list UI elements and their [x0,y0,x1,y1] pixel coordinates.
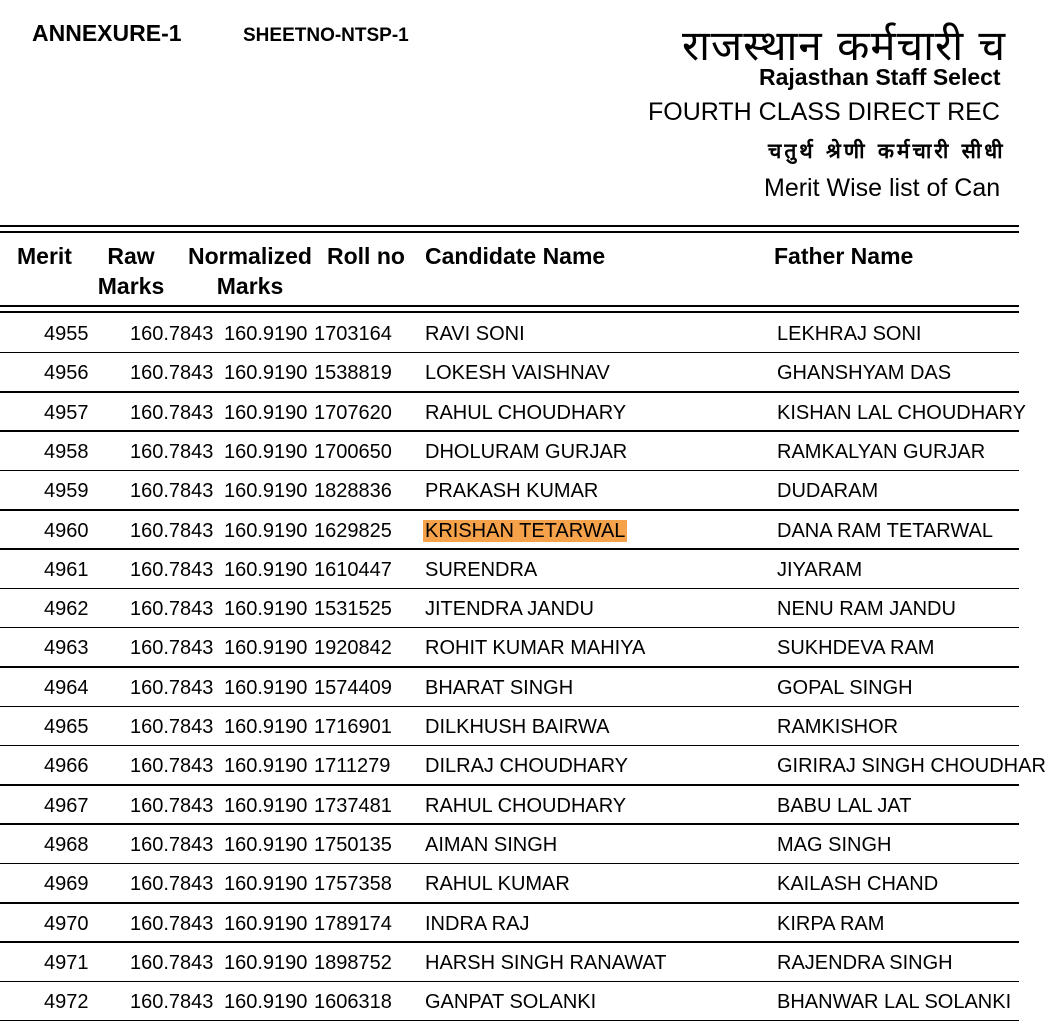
raw-marks-cell-text: 160.7843 [130,637,214,660]
father-name-cell-text: NENU RAM JANDU [777,598,956,621]
raw-marks-cell [130,677,213,699]
column-header-raw-marks [94,241,168,301]
candidate-name-cell [425,952,667,974]
candidate-name-cell-text: DILRAJ CHOUDHARY [425,755,628,778]
normalized-marks-cell [224,913,307,935]
normalized-marks-cell [224,323,307,345]
father-name-cell [777,598,956,620]
father-name-cell-text: JIYARAM [777,558,863,581]
normalized-marks-cell-text: 160.9190 [224,323,308,345]
normalized-marks-cell-text: 160.9190 [224,676,308,699]
table-row [0,628,1019,667]
roll-no-cell-text: 1750135 [314,833,392,856]
roll-no-cell-text: 1920842 [314,637,392,660]
father-name-cell-text: LEKHRAJ SONI [777,323,922,345]
candidate-name-cell-text: RAVI SONI [425,323,525,345]
table-row [0,707,1019,746]
merit-cell [44,323,89,345]
candidate-name-cell-text: INDRA RAJ [425,912,530,935]
normalized-marks-cell [224,952,307,974]
table-row [0,432,1019,471]
candidate-name-cell-text: DHOLURAM GURJAR [425,440,628,463]
raw-marks-cell [130,598,213,620]
raw-marks-cell-text: 160.7843 [130,873,214,896]
candidate-name-cell-text: BHARAT SINGH [425,676,574,699]
merit-cell-text: 4959 [44,480,89,503]
roll-no-cell-text: 1606318 [314,991,392,1014]
candidate-name-cell-text: JITENDRA JANDU [425,598,594,621]
candidate-name-cell-text: HARSH SINGH RANAWAT [425,951,667,974]
father-name-cell [777,755,1046,777]
raw-marks-cell-text: 160.7843 [130,951,214,974]
roll-no-cell-text: 1757358 [314,873,392,896]
merit-cell [44,402,89,424]
father-name-cell-text: GHANSHYAM DAS [777,362,952,385]
table-row [0,511,1019,550]
normalized-marks-cell [224,677,307,699]
roll-no-cell [314,637,392,659]
father-name-cell-text: BHANWAR LAL SOLANKI [777,991,1012,1014]
roll-no-cell [314,873,392,895]
merit-cell [44,441,89,463]
roll-no-cell [314,520,392,542]
column-header-father-name: Father Name [774,243,914,269]
raw-marks-cell [130,402,213,424]
candidate-name-cell [425,913,529,935]
raw-marks-cell [130,520,213,542]
raw-marks-cell [130,441,213,463]
header-bottom-border-inner [0,311,1019,313]
merit-cell-text: 4960 [44,519,89,542]
candidate-name-cell-text: SURENDRA [425,558,538,581]
father-name-cell [777,873,938,895]
merit-cell [44,520,89,542]
father-name-cell [777,677,913,699]
raw-marks-cell-text: 160.7843 [130,676,214,699]
merit-cell [44,991,89,1013]
merit-cell-text: 4955 [44,323,89,345]
merit-cell-text: 4962 [44,598,89,621]
normalized-marks-cell-text: 160.9190 [224,716,308,738]
table-row [0,904,1019,943]
father-name-cell [777,441,985,463]
candidate-name-cell-text: RAHUL KUMAR [425,873,570,896]
normalized-marks-cell [224,362,307,384]
normalized-marks-cell-text: 160.9190 [224,401,308,424]
raw-marks-cell-text: 160.7843 [130,794,214,817]
merit-cell-text: 4971 [44,951,89,974]
father-name-cell-text: GIRIRAJ SINGH CHOUDHAR [777,755,1046,778]
roll-no-cell-text: 1574409 [314,676,392,699]
normalized-marks-cell [224,441,307,463]
normalized-marks-cell-text: 160.9190 [224,440,308,463]
normalized-marks-cell-text: 160.9190 [224,833,308,856]
normalized-marks-cell-text: 160.9190 [224,519,308,542]
roll-no-cell [314,834,392,856]
normalized-marks-cell [224,520,307,542]
father-name-cell [777,952,953,974]
merit-cell-text: 4958 [44,440,89,463]
raw-marks-cell-text: 160.7843 [130,991,214,1014]
candidate-name-cell [425,598,594,620]
father-name-cell [777,480,878,502]
raw-marks-cell [130,323,213,345]
raw-marks-cell-text: 160.7843 [130,598,214,621]
column-header-norm-line2: Marks [216,273,284,299]
father-name-cell [777,637,934,659]
raw-marks-cell-text: 160.7843 [130,833,214,856]
roll-no-cell [314,991,392,1013]
roll-no-cell [314,441,392,463]
candidate-name-cell [425,559,537,581]
header-bottom-border [0,305,1019,307]
candidate-name-cell [425,795,626,817]
raw-marks-cell [130,913,213,935]
roll-no-cell-text: 1700650 [314,440,392,463]
table-row [0,550,1019,589]
merit-cell [44,952,89,974]
raw-marks-cell [130,834,213,856]
father-name-cell-text: MAG SINGH [777,833,892,856]
recruitment-title: FOURTH CLASS DIRECT REC [648,98,1000,126]
candidate-name-cell [425,755,628,777]
raw-marks-cell-text: 160.7843 [130,519,214,542]
merit-cell [44,795,89,817]
roll-no-cell [314,795,392,817]
father-name-cell [777,834,891,856]
raw-marks-cell [130,795,213,817]
father-name-cell-text: DUDARAM [777,480,879,503]
roll-no-cell [314,480,392,502]
raw-marks-cell [130,637,213,659]
roll-no-cell [314,598,392,620]
table-row [0,982,1019,1021]
column-header-raw-line2: Marks [97,273,165,299]
roll-no-cell [314,402,392,424]
normalized-marks-cell [224,637,307,659]
roll-no-cell [314,716,392,738]
candidate-name-cell [425,716,609,738]
normalized-marks-cell-text: 160.9190 [224,794,308,817]
normalized-marks-cell-text: 160.9190 [224,362,308,385]
normalized-marks-cell-text: 160.9190 [224,951,308,974]
father-name-cell [777,323,921,345]
normalized-marks-cell-text: 160.9190 [224,912,308,935]
candidate-name-cell-text: DILKHUSH BAIRWA [425,716,610,738]
table-top-border [0,225,1019,227]
raw-marks-cell-text: 160.7843 [130,912,214,935]
roll-no-cell-text: 1828836 [314,480,392,503]
column-header-candidate-name: Candidate Name [425,243,606,269]
father-name-cell-text: DANA RAM TETARWAL [777,519,993,542]
roll-no-cell-text: 1707620 [314,401,392,424]
table-row [0,825,1019,864]
normalized-marks-cell [224,716,307,738]
normalized-marks-cell [224,991,307,1013]
roll-no-cell-text: 1531525 [314,598,392,621]
normalized-marks-cell-text: 160.9190 [224,873,308,896]
column-header-normalized-marks [182,241,318,301]
merit-cell-text: 4963 [44,637,89,660]
annexure-label: ANNEXURE-1 [32,20,182,46]
raw-marks-cell [130,480,213,502]
father-name-cell-text: BABU LAL JAT [777,794,912,817]
merit-cell-text: 4956 [44,362,89,385]
father-name-cell-text: RAMKISHOR [777,716,899,738]
merit-cell-text: 4968 [44,833,89,856]
normalized-marks-cell [224,598,307,620]
raw-marks-cell-text: 160.7843 [130,440,214,463]
candidate-name-cell [425,480,598,502]
father-name-cell-text: RAMKALYAN GURJAR [777,440,986,463]
table-row [0,353,1019,392]
father-name-cell-text: RAJENDRA SINGH [777,951,953,974]
roll-no-cell-text: 1711279 [314,755,391,778]
raw-marks-cell-text: 160.7843 [130,323,214,345]
candidate-name-cell [425,991,596,1013]
merit-cell-text: 4966 [44,755,89,778]
table-row [0,786,1019,825]
roll-no-cell [314,559,392,581]
candidate-name-cell-text: KRISHAN TETARWAL [425,519,626,542]
table-row [0,471,1019,510]
candidate-name-cell-text: GANPAT SOLANKI [425,991,597,1014]
table-row [0,589,1019,628]
candidate-name-cell [425,362,610,384]
candidate-name-cell-text: PRAKASH KUMAR [425,480,599,503]
roll-no-cell-text: 1610447 [314,558,392,581]
roll-no-cell [314,913,392,935]
roll-no-cell-text: 1716901 [314,716,392,738]
father-name-cell [777,402,1026,424]
column-header-roll-no: Roll no [327,243,405,269]
merit-cell [44,637,89,659]
raw-marks-cell [130,716,213,738]
merit-cell-text: 4970 [44,912,89,935]
normalized-marks-cell [224,873,307,895]
candidate-name-cell [425,873,570,895]
normalized-marks-cell [224,795,307,817]
father-name-cell [777,362,951,384]
merit-cell [44,598,89,620]
father-name-cell [777,520,993,542]
table-row [0,668,1019,707]
candidate-name-cell-text: AIMAN SINGH [425,833,558,856]
raw-marks-cell [130,755,213,777]
normalized-marks-cell-text: 160.9190 [224,598,308,621]
roll-no-cell-text: 1789174 [314,912,392,935]
merit-cell [44,873,89,895]
roll-no-cell-text: 1898752 [314,951,392,974]
father-name-cell-text: KISHAN LAL CHOUDHARY [777,401,1026,424]
merit-cell-text: 4969 [44,873,89,896]
table-top-border-inner [0,231,1019,233]
merit-cell [44,677,89,699]
father-name-cell-text: SUKHDEVA RAM [777,637,935,660]
normalized-marks-cell [224,480,307,502]
candidate-name-cell [425,323,525,345]
candidate-name-cell [425,520,627,542]
father-name-cell-text: GOPAL SINGH [777,676,913,699]
merit-cell-text: 4957 [44,401,89,424]
normalized-marks-cell-text: 160.9190 [224,480,308,503]
table-row [0,314,1019,353]
father-name-cell [777,716,898,738]
column-header-raw-line1: Raw [107,243,155,269]
merit-list-title: Merit Wise list of Can [764,174,1001,202]
raw-marks-cell [130,991,213,1013]
column-header-norm-line1: Normalized [188,243,312,269]
raw-marks-cell-text: 160.7843 [130,716,214,738]
raw-marks-cell [130,362,213,384]
merit-cell [44,480,89,502]
merit-cell [44,559,89,581]
merit-cell-text: 4967 [44,794,89,817]
raw-marks-cell-text: 160.7843 [130,480,214,503]
column-header-merit: Merit [17,243,72,269]
merit-cell [44,755,89,777]
normalized-marks-cell [224,402,307,424]
merit-cell [44,834,89,856]
row-divider [0,1020,1019,1022]
normalized-marks-cell [224,755,307,777]
merit-cell-text: 4961 [44,558,89,581]
english-board-title: Rajasthan Staff Select [759,64,1001,90]
father-name-cell [777,991,1011,1013]
merit-cell-text: 4972 [44,991,89,1014]
roll-no-cell [314,952,392,974]
normalized-marks-cell [224,834,307,856]
merit-cell [44,716,89,738]
hindi-board-title: राजस्थान कर्मचारी च [682,21,1007,70]
father-name-cell [777,795,912,817]
normalized-marks-cell-text: 160.9190 [224,991,308,1014]
roll-no-cell-text: 1737481 [314,794,392,817]
roll-no-cell [314,362,392,384]
candidate-name-cell [425,834,557,856]
roll-no-cell-text: 1703164 [314,323,392,345]
merit-cell-text: 4964 [44,676,89,699]
normalized-marks-cell-text: 160.9190 [224,755,308,778]
candidate-name-cell-text: RAHUL CHOUDHARY [425,794,627,817]
merit-cell [44,913,89,935]
candidate-name-cell-text: LOKESH VAISHNAV [425,362,610,385]
father-name-cell [777,559,862,581]
candidate-name-cell [425,402,626,424]
father-name-cell-text: KAILASH CHAND [777,873,939,896]
sheet-number: SHEETNO-NTSP-1 [243,25,409,46]
merit-cell-text: 4965 [44,716,89,738]
normalized-marks-cell-text: 160.9190 [224,637,308,660]
merit-cell [44,362,89,384]
table-row [0,393,1026,432]
raw-marks-cell [130,559,213,581]
raw-marks-cell [130,952,213,974]
roll-no-cell [314,755,390,777]
normalized-marks-cell-text: 160.9190 [224,558,308,581]
father-name-cell-text: KIRPA RAM [777,912,885,935]
candidate-name-cell [425,677,573,699]
raw-marks-cell-text: 160.7843 [130,362,214,385]
raw-marks-cell-text: 160.7843 [130,558,214,581]
candidate-name-cell [425,637,645,659]
table-row [0,746,1046,785]
candidate-name-cell [425,441,627,463]
roll-no-cell [314,323,392,345]
raw-marks-cell [130,873,213,895]
raw-marks-cell-text: 160.7843 [130,401,214,424]
roll-no-cell [314,677,392,699]
candidate-name-cell-text: ROHIT KUMAR MAHIYA [425,637,646,660]
hindi-recruitment-subtitle: चतुर्थ श्रेणी कर्मचारी सीधी [768,139,1006,163]
table-row [0,943,1019,982]
table-row [0,864,1019,903]
normalized-marks-cell [224,559,307,581]
roll-no-cell-text: 1538819 [314,362,392,385]
father-name-cell [777,913,884,935]
roll-no-cell-text: 1629825 [314,519,392,542]
candidate-name-cell-text: RAHUL CHOUDHARY [425,401,627,424]
raw-marks-cell-text: 160.7843 [130,755,214,778]
